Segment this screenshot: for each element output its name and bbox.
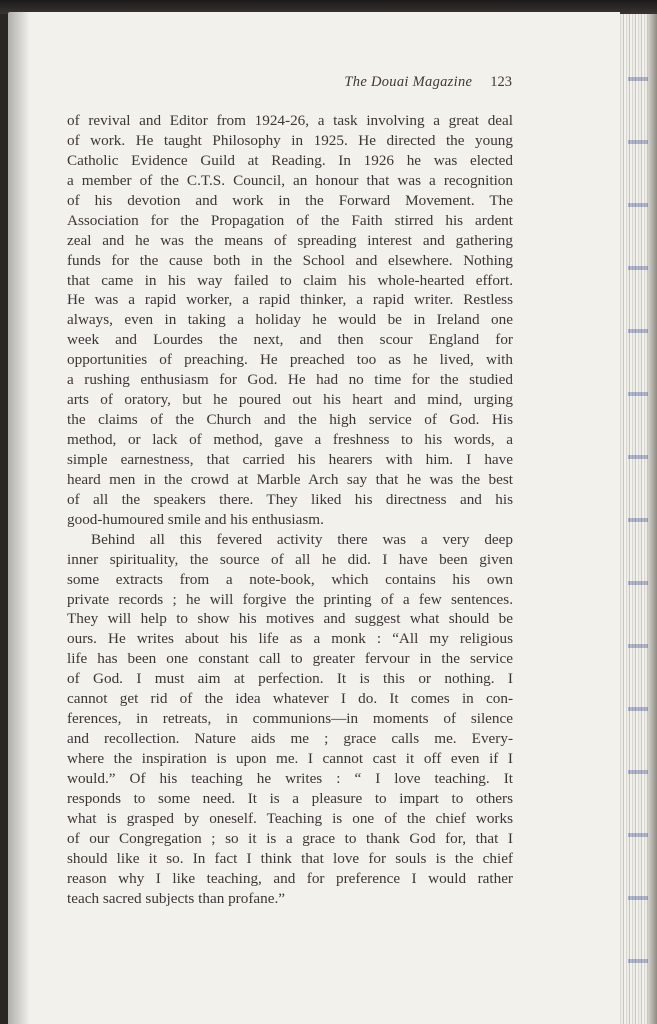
text-line: They will help to show his motives and suggest what should be bbox=[67, 610, 513, 628]
paragraph-end-line: good-humoured smile and his enthusiasm. bbox=[67, 510, 324, 528]
text-line: a rushing enthusiasm for God. He had no time for the studied bbox=[67, 371, 513, 389]
text-line: would.” Of his teaching he writes : “ I love teaching. It bbox=[67, 769, 513, 787]
paragraph-first-line: Behind all this fevered activity there was a very deep bbox=[91, 530, 513, 548]
text-line: of God. I must aim at perfection. It is this or nothing. I bbox=[67, 670, 513, 688]
running-head bbox=[300, 74, 512, 94]
text-line: some extracts from a note-book, which contains his own bbox=[67, 570, 513, 588]
text-line: simple earnestness, that carried his hearers with him. I have bbox=[67, 450, 513, 468]
text-line: opportunities of preaching. He preached too as he lived, with bbox=[67, 351, 513, 369]
text-line: reason why I like teaching, and for preference I would rather bbox=[67, 869, 513, 887]
text-line: and recollection. Nature aids me ; grace calls me. Every- bbox=[67, 730, 513, 748]
body-text bbox=[67, 111, 513, 909]
text-line: inner spirituality, the source of all he did. I have been given bbox=[67, 550, 513, 568]
text-line: where the inspiration is upon me. I cannot cast it off even if I bbox=[67, 750, 513, 767]
text-line: of work. He taught Philosophy in 1925. He directed the young bbox=[67, 131, 513, 149]
text-line: funds for the cause both in the School and elsewhere. Nothing bbox=[67, 251, 513, 269]
gutter-shadow bbox=[8, 12, 30, 1024]
text-line: of his devotion and work in the Forward Movement. The bbox=[67, 191, 513, 209]
text-line: ferences, in retreats, in communions—in moments of silence bbox=[67, 710, 513, 728]
text-line: of all the speakers there. They liked his directness and his bbox=[67, 490, 513, 508]
page-number: 123 bbox=[490, 74, 512, 90]
text-line: zeal and he was the means of spreading interest and gathering bbox=[67, 231, 513, 249]
text-line: cannot get rid of the idea whatever I do. It comes in con- bbox=[67, 690, 513, 708]
book-cover-edge bbox=[648, 14, 657, 1024]
running-head-title: The Douai Magazine bbox=[344, 74, 473, 90]
text-line: of revival and Editor from 1924-26, a task involving a great deal bbox=[67, 112, 513, 129]
paragraph-end-line: teach sacred subjects than profane.” bbox=[67, 889, 286, 907]
text-line: Association for the Propagation of the Faith stirred his ardent bbox=[67, 211, 513, 229]
text-line: that came in his way failed to claim his whole-hearted effort. bbox=[67, 271, 513, 289]
text-line: should like it so. In fact I think that love for souls is the chief bbox=[67, 849, 513, 867]
text-line: week and Lourdes the next, and then scour England for bbox=[67, 331, 513, 349]
text-line: ours. He writes about his life as a monk : “All my religious bbox=[67, 630, 513, 648]
text-line: the claims of the Church and the high service of God. His bbox=[67, 411, 513, 429]
text-line: always, even in taking a holiday he would be in Ireland one bbox=[67, 311, 513, 329]
text-line: what is grasped by oneself. Teaching is one of the chief works bbox=[67, 809, 513, 827]
text-line: a member of the C.T.S. Council, an honour that was a recognition bbox=[67, 171, 513, 189]
text-line: method, or lack of method, gave a freshness to his words, a bbox=[67, 431, 513, 448]
text-line: of our Congregation ; so it is a grace to thank God for, that I bbox=[67, 829, 513, 847]
text-line: He was a rapid worker, a rapid thinker, a rapid writer. Restless bbox=[67, 291, 513, 309]
text-line: life has been one constant call to greater fervour in the service bbox=[67, 650, 513, 668]
text-line: heard men in the crowd at Marble Arch say that he was the best bbox=[67, 470, 513, 488]
text-line: Catholic Evidence Guild at Reading. In 1926 he was elected bbox=[67, 151, 513, 169]
text-line: private records ; he will forgive the printing of a few sentences. bbox=[67, 590, 513, 608]
text-line: arts of oratory, but he poured out his heart and mind, urging bbox=[67, 391, 513, 409]
text-line: responds to some need. It is a pleasure to impart to others bbox=[67, 789, 513, 807]
